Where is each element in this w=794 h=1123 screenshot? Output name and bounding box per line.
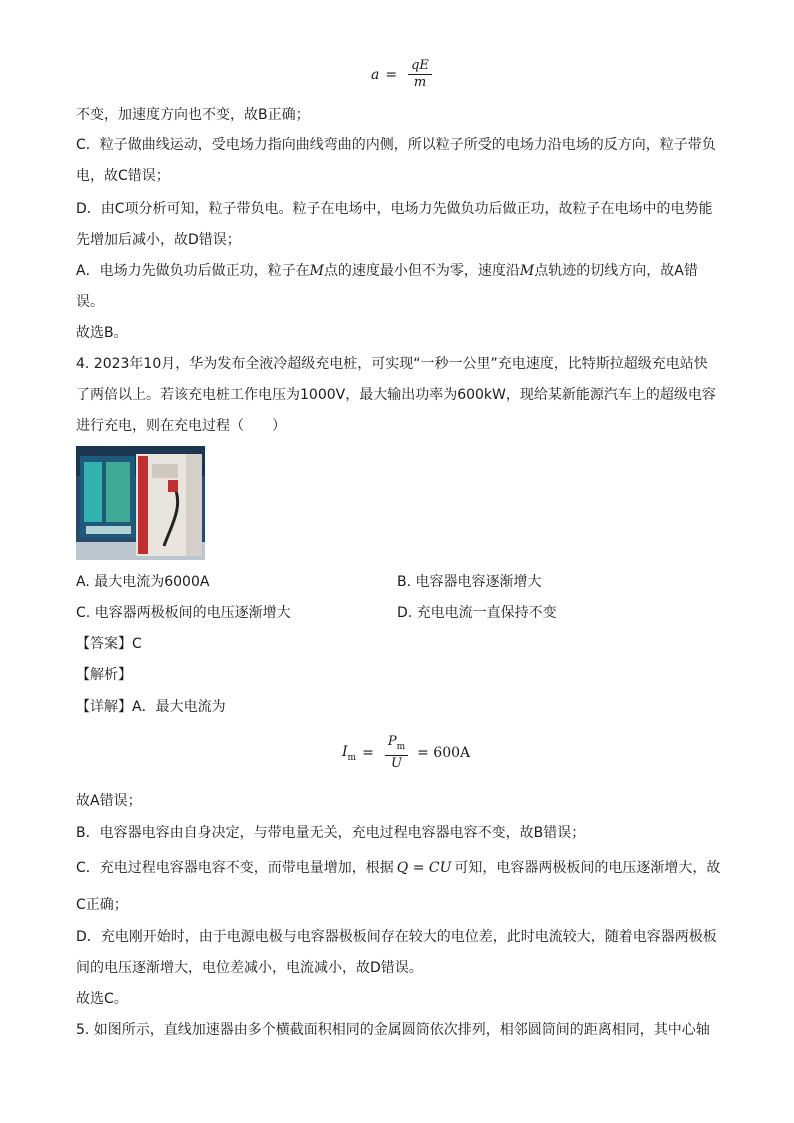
- formula-result: = 600A: [417, 745, 471, 761]
- formula-lhs: a: [371, 66, 380, 83]
- formula-fraction: [408, 58, 432, 91]
- formula-equals: =: [385, 66, 398, 83]
- text-segment: C．充电过程电容器电容不变，而带电量增加，根据: [76, 860, 394, 876]
- charger-side: [186, 454, 202, 556]
- symbol-p: P: [387, 734, 397, 749]
- text-line: 先增加后减小，故D错误；: [76, 232, 241, 248]
- point-label-m: M: [309, 263, 324, 279]
- point-label-m: M: [519, 263, 535, 279]
- option-a: A. 最大电流为6000A: [76, 574, 210, 590]
- text-segment: 点轨迹的切线方向，故A错: [534, 263, 698, 279]
- display-panel: [106, 462, 130, 522]
- formula-equals: =: [362, 745, 374, 761]
- analysis-tag: 【解析】: [76, 667, 132, 683]
- text-line: 间的电压逐渐增大，电位差减小，电流减小，故D错误。: [76, 960, 423, 976]
- formula-denominator: m: [413, 75, 427, 90]
- charger-red-stripe: [138, 456, 148, 554]
- formula-q-cu: Q = CU: [396, 860, 452, 876]
- symbol-i: I: [342, 743, 348, 760]
- text-segment: 点的速度最小但不为零，速度沿: [323, 263, 520, 279]
- text-line: 误。: [76, 294, 104, 310]
- answer-line: [76, 634, 142, 654]
- question-4-line-1: 4. 2023年10月，华为发布全液冷超级充电桩，可实现“一秒一公里”充电速度，比特斯拉超级充电站快: [76, 356, 708, 372]
- text-segment: A．电场力先做负功后做正功，粒子在: [76, 263, 310, 279]
- option-c: C. 电容器两极板间的电压逐渐增大: [76, 605, 291, 621]
- question-4-line-3: 进行充电，则在充电过程（ ）: [76, 418, 286, 434]
- charger-screen: [152, 464, 178, 478]
- text-line-option-a-analysis: [76, 261, 698, 281]
- question-5-line-1: 5. 如图所示，直线加速器由多个横截面积相同的金属圆筒依次排列，相邻圆筒间的距离相同，其中心轴: [76, 1022, 710, 1038]
- text-line: 故A错误；: [76, 793, 142, 809]
- formula-max-current: [342, 734, 470, 772]
- text-line: D．由C项分析可知，粒子带负电。粒子在电场中，电场力先做负功后做正功，故粒子在电场中的电势能: [76, 201, 713, 217]
- detail-text: A．最大电流为: [132, 699, 226, 715]
- answer-tag: 【答案】: [76, 636, 132, 652]
- subscript-m: m: [396, 742, 406, 752]
- text-line-option-c-analysis: [76, 858, 720, 878]
- charging-plug: [168, 480, 178, 492]
- formula-numerator: qE: [411, 58, 429, 73]
- formula-numerator: [385, 734, 408, 755]
- text-line: B．电容器电容由自身决定，与带电量无关，充电过程电容器电容不变，故B错误；: [76, 825, 586, 841]
- display-panel: [84, 462, 102, 522]
- detail-line: [76, 697, 226, 717]
- answer-value: C: [132, 636, 142, 652]
- option-b: B. 电容器电容逐渐增大: [397, 574, 542, 590]
- formula-fraction: [385, 734, 408, 772]
- charger-photo: [76, 446, 205, 560]
- text-line: C正确；: [76, 897, 128, 913]
- text-line: 不变，加速度方向也不变，故B正确；: [76, 107, 310, 123]
- formula-acceleration: [371, 58, 437, 91]
- subscript-m: m: [347, 752, 357, 763]
- text-line: 电，故C错误；: [76, 168, 170, 184]
- formula-lhs: [342, 744, 356, 763]
- formula-denominator: U: [390, 756, 402, 771]
- text-line: C．粒子做曲线运动，受电场力指向曲线弯曲的内侧，所以粒子所受的电场力沿电场的反方向，粒子带负: [76, 137, 716, 153]
- display-base: [86, 526, 131, 534]
- question-4-line-2: 了两倍以上。若该充电桩工作电压为1000V，最大输出功率为600kW，现给某新能源汽车上的超级电容: [76, 387, 716, 403]
- text-line-conclusion: 故选C。: [76, 991, 128, 1007]
- option-d: D. 充电电流一直保持不变: [397, 605, 557, 621]
- text-line-conclusion: 故选B。: [76, 325, 128, 341]
- text-line: D．充电刚开始时，由于电源电极与电容器极板间存在较大的电位差，此时电流较大，随着电容器两极板: [76, 929, 717, 945]
- detail-tag: 【详解】: [76, 699, 132, 715]
- text-segment: 可知，电容器两极板间的电压逐渐增大，故: [454, 860, 721, 876]
